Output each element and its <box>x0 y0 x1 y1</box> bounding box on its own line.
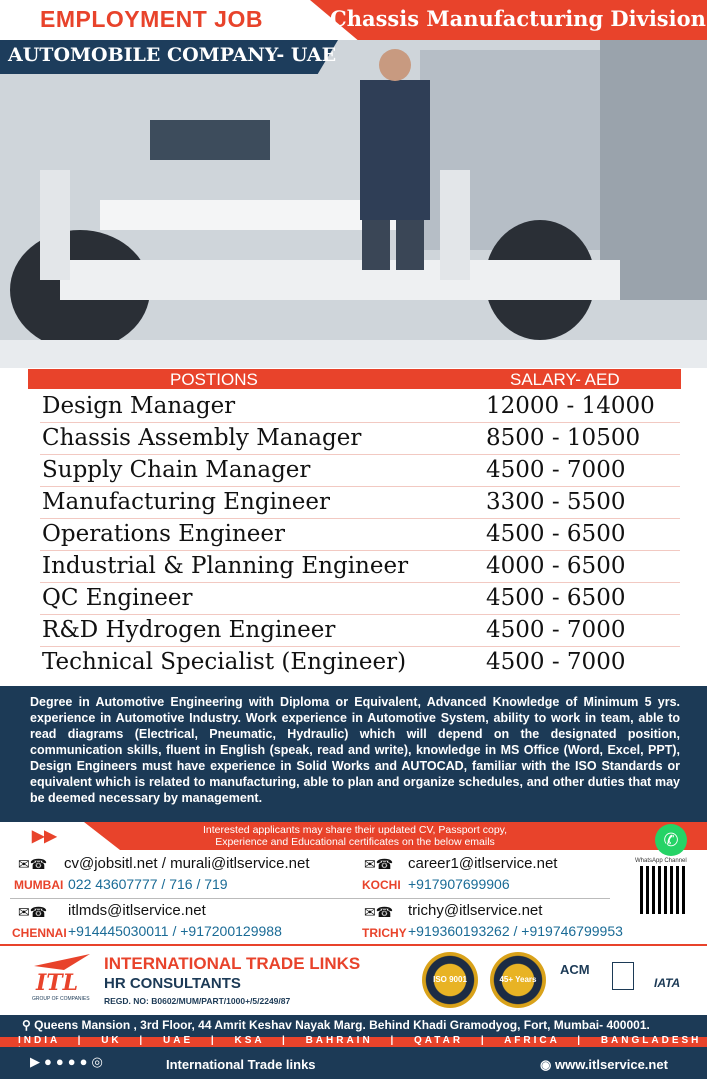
position-name: Operations Engineer <box>42 521 285 547</box>
company-footer-name: INTERNATIONAL TRADE LINKS <box>104 954 361 973</box>
mumbai-email[interactable]: cv@jobsitl.net / murali@itlservice.net <box>64 855 310 872</box>
col-header-salary: SALARY- AED <box>510 370 620 389</box>
page-title: EMPLOYMENT JOB <box>40 6 263 32</box>
mumbai-phone[interactable]: 022 43607777 / 716 / 719 <box>68 876 228 892</box>
salary-range: 12000 - 14000 <box>486 393 655 419</box>
linkedin-icon[interactable]: ● <box>44 1054 56 1069</box>
trichy-email[interactable]: trichy@itlservice.net <box>408 902 543 919</box>
social-icons <box>30 1054 107 1070</box>
company-name: AUTOMOBILE COMPANY- UAE <box>8 44 337 66</box>
division-label: Chassis Manufacturing Division <box>330 6 706 31</box>
table-row <box>40 519 680 551</box>
iso-badge: ISO 9001 <box>422 952 478 1008</box>
chennai-city: CHENNAI <box>12 926 67 940</box>
cv-note-line1: Interested applicants may share their updated CV, Passport copy, <box>202 824 508 836</box>
position-name: QC Engineer <box>42 585 193 611</box>
countries-list: INDIA | UK | UAE | KSA | BAHRAIN | QATAR | AFRICA | BANGLADESH <box>18 1035 702 1046</box>
email-phone-icon: ✉☎ <box>18 904 48 920</box>
double-arrow-icon: ▶▶ <box>32 828 57 845</box>
social-handle[interactable]: International Trade links <box>166 1057 316 1072</box>
salary-range: 4000 - 6500 <box>486 553 626 579</box>
address <box>22 1018 650 1032</box>
table-row <box>40 487 680 519</box>
mumbai-city: MUMBAI <box>14 878 64 892</box>
location-pin-icon: ⚲ <box>22 1018 35 1032</box>
website-link[interactable] <box>540 1057 668 1073</box>
acm-logo: ACM <box>560 962 590 977</box>
logo-sub: GROUP OF COMPANIES <box>32 996 90 1002</box>
email-phone-icon: ✉☎ <box>364 856 394 872</box>
table-row <box>40 455 680 487</box>
company-footer-sub: HR CONSULTANTS <box>104 975 241 992</box>
salary-range: 4500 - 6500 <box>486 521 626 547</box>
qr-code-icon <box>640 866 688 914</box>
kochi-email[interactable]: career1@itlservice.net <box>408 855 558 872</box>
footer-divider <box>0 944 707 946</box>
position-name: Chassis Assembly Manager <box>42 425 362 451</box>
telegram-icon[interactable]: ● <box>79 1054 92 1069</box>
logo-text: ITL <box>36 970 79 996</box>
email-phone-icon: ✉☎ <box>18 856 48 872</box>
table-row <box>40 583 680 615</box>
instagram-icon[interactable]: ◎ <box>91 1054 107 1069</box>
registration-number: REGD. NO: B0602/MUM/PART/1000+/5/2249/87 <box>104 996 291 1006</box>
globe-icon: ◉ <box>540 1057 555 1072</box>
trichy-city: TRICHY <box>362 926 407 940</box>
website-text[interactable]: www.itlservice.net <box>554 1057 668 1072</box>
email-phone-icon: ✉☎ <box>364 904 394 920</box>
whatsapp-label: WhatsApp Channel <box>635 858 687 864</box>
cv-note <box>160 824 550 848</box>
position-name: Manufacturing Engineer <box>42 489 330 515</box>
salary-range: 4500 - 7000 <box>486 617 626 643</box>
iata-logo: IATA <box>654 976 681 990</box>
divider <box>10 898 610 899</box>
position-name: Supply Chain Manager <box>42 457 311 483</box>
salary-range: 4500 - 7000 <box>486 649 626 675</box>
twitter-icon[interactable]: ● <box>67 1054 80 1069</box>
itl-logo <box>30 952 96 1002</box>
whatsapp-icon[interactable]: ✆ <box>655 824 687 856</box>
facebook-icon[interactable]: ● <box>55 1054 68 1069</box>
requirements-text: Degree in Automotive Engineering with Diploma or Equivalent, Advanced Knowledge of Minimum 5 yrs. experience in Automotive Industry. Work experience in Automotive System, ability to work in team, able to read diagrams (Electrical, Pneumatic, Hydraulic) which will depend on the designated position, communication skills, fluent in English (speak, read and write), knowledge in MS Office (Word, Excel, PPT), Design Engineers must have experience in Solid Works and AUTOCAD, familiar with the ISO Standards or equivalent which is related to manufacturing, able to plan and organize schedules, and other duties that may be deemed necessary by management. <box>30 695 680 805</box>
chennai-phone[interactable]: +914445030011 / +917200129988 <box>68 923 282 939</box>
col-header-positions: POSTIONS <box>170 370 258 389</box>
kochi-phone[interactable]: +917907699906 <box>408 876 510 892</box>
table-row <box>40 647 680 679</box>
salary-range: 4500 - 6500 <box>486 585 626 611</box>
ukas-logo <box>612 962 634 990</box>
years-badge: 45+ Years <box>490 952 546 1008</box>
table-row <box>40 391 680 423</box>
table-row <box>40 615 680 647</box>
cv-note-line2: Experience and Educational certificates on the below emails <box>215 836 495 848</box>
position-name: Technical Specialist (Engineer) <box>42 649 407 675</box>
position-name: R&D Hydrogen Engineer <box>42 617 336 643</box>
salary-range: 4500 - 7000 <box>486 457 626 483</box>
chennai-email[interactable]: itlmds@itlservice.net <box>68 902 206 919</box>
table-row <box>40 551 680 583</box>
table-row <box>40 423 680 455</box>
salary-range: 8500 - 10500 <box>486 425 641 451</box>
position-name: Industrial & Planning Engineer <box>42 553 409 579</box>
position-name: Design Manager <box>42 393 236 419</box>
trichy-phone[interactable]: +919360193262 / +919746799953 <box>408 923 623 939</box>
kochi-city: KOCHI <box>362 878 401 892</box>
salary-range: 3300 - 5500 <box>486 489 626 515</box>
youtube-icon[interactable]: ▶ <box>30 1054 44 1069</box>
address-text: Queens Mansion , 3rd Floor, 44 Amrit Keshav Nayak Marg. Behind Khadi Gramodyog, Fort, Mumbai- 400001. <box>34 1018 650 1032</box>
hero-photo <box>0 40 707 368</box>
